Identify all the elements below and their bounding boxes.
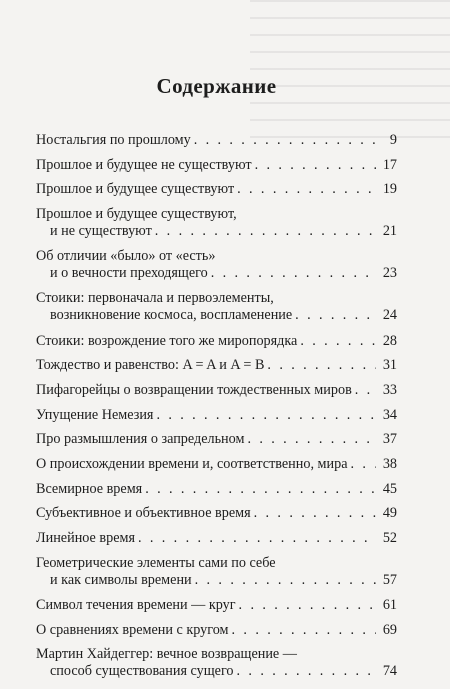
toc-page-number: 52: [382, 530, 397, 547]
dot-leader: [211, 265, 376, 282]
dot-leader: [355, 382, 376, 399]
toc-page-number: 9: [389, 132, 397, 148]
toc-entry-title: Субъективное и объективное время: [36, 505, 251, 522]
toc-entry: [36, 481, 397, 498]
toc-page-number: 17: [382, 156, 397, 173]
dot-leader: [138, 530, 376, 547]
toc-page-number: 24: [382, 307, 397, 324]
dot-leader: [300, 333, 376, 350]
toc-page-number: 57: [382, 571, 397, 588]
toc-page-number: 49: [382, 505, 397, 522]
toc-page-number: 19: [382, 181, 397, 198]
dot-leader: [194, 132, 376, 149]
toc-entry: [36, 248, 397, 282]
toc-entry: [36, 622, 397, 639]
toc-page-number: 37: [382, 431, 397, 448]
dot-leader: [155, 223, 376, 240]
toc-entry: [36, 333, 397, 350]
toc-entry-title-line1: Об отличии «было» от «есть»: [36, 248, 216, 265]
toc-entry: [36, 290, 397, 324]
toc-entry-title: Тождество и равенство: A = A и A = B: [36, 357, 265, 374]
toc-page-number: 21: [382, 223, 397, 240]
toc-page-number: 28: [382, 332, 397, 349]
toc-entry-title: Всемирное время: [36, 480, 143, 497]
toc-entry: [36, 456, 397, 473]
toc-entry: [36, 505, 397, 522]
toc-entry: [36, 157, 397, 174]
toc-entry-title: О происхождении времени и, соответственно, мира: [36, 456, 348, 473]
toc-page-number: 74: [382, 663, 397, 680]
dot-leader: [254, 505, 376, 522]
toc-page-number: 69: [382, 621, 397, 638]
toc-page-number: 38: [382, 456, 397, 473]
toc-page-number: 45: [382, 480, 397, 497]
toc-entry: [36, 597, 397, 614]
toc-entry: [36, 646, 397, 680]
dot-leader: [237, 181, 376, 198]
dot-leader: [195, 572, 376, 589]
table-of-contents: [36, 132, 397, 689]
dot-leader: [145, 481, 376, 498]
dot-leader: [239, 597, 376, 614]
toc-entry: [36, 206, 397, 240]
toc-entry-title-line2: возникновение космоса, воспламенение: [50, 307, 293, 324]
dot-leader: [351, 456, 376, 473]
book-page: [36, 0, 397, 680]
toc-page-number: 34: [382, 406, 397, 423]
toc-entry: [36, 357, 397, 374]
toc-page-number: 33: [382, 382, 397, 398]
toc-entry-title-line2: и не существуют: [50, 223, 152, 240]
toc-entry: [36, 407, 397, 424]
dot-leader: [156, 407, 376, 424]
toc-entry-title: Стоики: возрождение того же миропорядка: [36, 332, 298, 349]
toc-entry: [36, 555, 397, 589]
page-title: Содержание: [156, 74, 277, 98]
toc-entry-title: Символ течения времени — круг: [36, 597, 236, 613]
toc-entry-title: Линейное время: [36, 530, 135, 547]
toc-entry-title: Ностальгия по прошлому: [36, 132, 191, 148]
toc-entry-title: Прошлое и будущее не существуют: [36, 156, 252, 173]
toc-entry-title-line2: способ существования сущего: [50, 663, 234, 680]
dot-leader: [237, 663, 376, 680]
toc-page-number: 61: [382, 597, 397, 613]
toc-entry-title-line1: Стоики: первоначала и первоэлементы,: [36, 290, 274, 307]
toc-entry-title: О сравнениях времени с кругом: [36, 621, 229, 638]
toc-entry-title: Прошлое и будущее существуют: [36, 181, 235, 198]
toc-entry-title-line1: Прошлое и будущее существуют,: [36, 206, 237, 223]
toc-entry-title-line1: Мартин Хайдеггер: вечное возвращение —: [36, 646, 297, 663]
toc-entry: [36, 530, 397, 547]
toc-entry-title-line2: и о вечности преходящего: [50, 265, 208, 282]
toc-page-number: 31: [382, 357, 397, 374]
toc-entry: [36, 181, 397, 198]
dot-leader: [232, 622, 376, 639]
toc-entry-title: Упущение Немезия: [36, 406, 154, 423]
toc-entry-title: Про размышления о запредельном: [36, 431, 245, 448]
toc-entry-title: Пифагорейцы о возвращении тождественных миров: [36, 382, 352, 398]
dot-leader: [267, 357, 376, 374]
dot-leader: [295, 307, 376, 324]
dot-leader: [255, 157, 376, 174]
toc-entry-title-line2: и как символы времени: [50, 571, 192, 588]
toc-entry: [36, 431, 397, 448]
toc-entry: [36, 132, 397, 149]
dot-leader: [247, 431, 376, 448]
toc-entry: [36, 382, 397, 399]
toc-page-number: 23: [382, 265, 397, 282]
toc-entry-title-line1: Геометрические элементы сами по себе: [36, 554, 276, 571]
